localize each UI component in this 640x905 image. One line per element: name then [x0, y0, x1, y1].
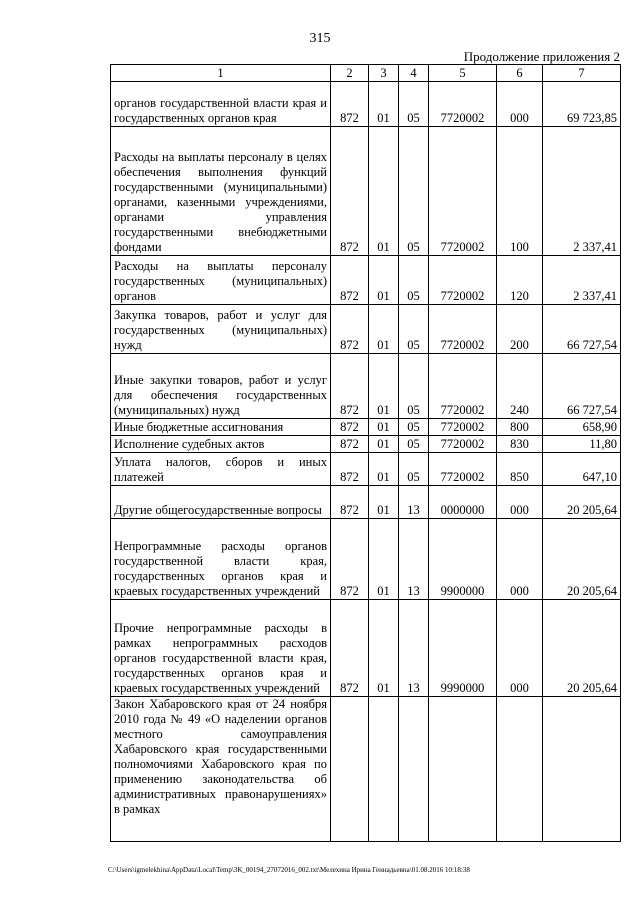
row-name-cell — [111, 82, 331, 127]
amount-cell: 69 723,85 — [543, 82, 621, 127]
row-name: Расходы на выплаты персоналу государственных (муниципальных) органов — [114, 259, 327, 303]
chapter-cell: 872 — [331, 486, 369, 519]
row-name-cell — [111, 305, 331, 354]
amount-cell — [543, 697, 621, 842]
section-cell: 01 — [369, 436, 399, 453]
chapter-cell: 872 — [331, 256, 369, 305]
expense-type-cell: 200 — [497, 305, 543, 354]
section-cell: 01 — [369, 486, 399, 519]
section-cell: 01 — [369, 419, 399, 436]
section-cell: 01 — [369, 127, 399, 256]
expense-type-cell: 240 — [497, 354, 543, 419]
target-article-cell: 7720002 — [429, 419, 497, 436]
target-article-cell: 7720002 — [429, 305, 497, 354]
expense-type-cell: 850 — [497, 453, 543, 486]
target-article-cell: 9990000 — [429, 600, 497, 697]
subsection-cell — [399, 697, 429, 842]
section-cell: 01 — [369, 453, 399, 486]
section-cell: 01 — [369, 305, 399, 354]
row-name-cell — [111, 256, 331, 305]
row-name: Иные закупки товаров, работ и услуг для обеспечения государственных (муниципальных) нужд — [114, 373, 327, 417]
amount-cell: 11,80 — [543, 436, 621, 453]
chapter-cell: 872 — [331, 127, 369, 256]
column-header: 4 — [399, 65, 429, 82]
row-name-cell — [111, 354, 331, 419]
chapter-cell: 872 — [331, 82, 369, 127]
table-row — [111, 419, 621, 436]
subsection-cell: 05 — [399, 419, 429, 436]
budget-table — [110, 64, 621, 842]
subsection-cell: 05 — [399, 354, 429, 419]
subsection-cell: 05 — [399, 127, 429, 256]
column-header: 7 — [543, 65, 621, 82]
row-name-cell — [111, 453, 331, 486]
row-name-cell — [111, 419, 331, 436]
expense-type-cell: 000 — [497, 486, 543, 519]
table-row — [111, 697, 621, 842]
table-row — [111, 305, 621, 354]
target-article-cell: 0000000 — [429, 486, 497, 519]
row-name-cell — [111, 127, 331, 256]
chapter-cell: 872 — [331, 419, 369, 436]
expense-type-cell — [497, 697, 543, 842]
column-header: 3 — [369, 65, 399, 82]
row-name: Другие общегосударственные вопросы — [114, 503, 322, 517]
table-row — [111, 354, 621, 419]
table-row — [111, 82, 621, 127]
row-name-cell — [111, 436, 331, 453]
chapter-cell: 872 — [331, 354, 369, 419]
table-row — [111, 600, 621, 697]
row-name: Уплата налогов, сборов и иных платежей — [114, 455, 327, 484]
expense-type-cell: 000 — [497, 519, 543, 600]
expense-type-cell: 100 — [497, 127, 543, 256]
table-row — [111, 436, 621, 453]
table-header-row — [111, 65, 621, 82]
amount-cell: 647,10 — [543, 453, 621, 486]
target-article-cell: 7720002 — [429, 82, 497, 127]
table-row — [111, 519, 621, 600]
footer-file-path: C:\Users\igmelekhina\AppData\Local\Temp\3K_00194_27072016_002.txt\Мелехина Ирина Геннадьевна\01.08.2016 10:18:38 — [108, 866, 470, 874]
target-article-cell: 7720002 — [429, 436, 497, 453]
chapter-cell: 872 — [331, 519, 369, 600]
amount-cell: 66 727,54 — [543, 354, 621, 419]
section-cell: 01 — [369, 82, 399, 127]
column-header: 6 — [497, 65, 543, 82]
subsection-cell: 05 — [399, 305, 429, 354]
row-name: Непрограммные расходы органов государственной власти края, государственных органов края и краевых государственных учреждений — [114, 539, 327, 598]
subsection-cell: 13 — [399, 486, 429, 519]
chapter-cell — [331, 697, 369, 842]
subsection-cell: 05 — [399, 256, 429, 305]
row-name-cell — [111, 486, 331, 519]
row-name: Закупка товаров, работ и услуг для государственных (муниципальных) нужд — [114, 308, 327, 352]
row-name: Закон Хабаровского края от 24 ноября 2010 года № 49 «О наделении органов местного самоуправления Хабаровского края государственными полномочиями Хабаровского края по применению законодательства об административных правонарушениях» в рамках — [114, 697, 327, 816]
chapter-cell: 872 — [331, 436, 369, 453]
section-cell: 01 — [369, 600, 399, 697]
amount-cell: 20 205,64 — [543, 519, 621, 600]
target-article-cell — [429, 697, 497, 842]
target-article-cell: 7720002 — [429, 354, 497, 419]
expense-type-cell: 000 — [497, 82, 543, 127]
expense-type-cell: 000 — [497, 600, 543, 697]
expense-type-cell: 830 — [497, 436, 543, 453]
table-row — [111, 256, 621, 305]
row-name-cell — [111, 697, 331, 842]
table-row — [111, 127, 621, 256]
row-name: органов государственной власти края и государственных органов края — [114, 96, 327, 125]
chapter-cell: 872 — [331, 453, 369, 486]
row-name: Иные бюджетные ассигнования — [114, 420, 284, 434]
row-name: Исполнение судебных актов — [114, 437, 265, 451]
table-row — [111, 453, 621, 486]
amount-cell: 20 205,64 — [543, 600, 621, 697]
row-name-cell — [111, 519, 331, 600]
column-header: 2 — [331, 65, 369, 82]
amount-cell: 658,90 — [543, 419, 621, 436]
chapter-cell: 872 — [331, 600, 369, 697]
section-cell — [369, 697, 399, 842]
row-name: Расходы на выплаты персоналу в целях обеспечения выполнения функций государственными (муниципальными) органами, казенными учреждениями, органами управления государственными внебюджетными фондами — [114, 150, 327, 254]
expense-type-cell: 800 — [497, 419, 543, 436]
chapter-cell: 872 — [331, 305, 369, 354]
row-name-cell — [111, 600, 331, 697]
target-article-cell: 9900000 — [429, 519, 497, 600]
subsection-cell: 05 — [399, 436, 429, 453]
expense-type-cell: 120 — [497, 256, 543, 305]
amount-cell: 2 337,41 — [543, 256, 621, 305]
subsection-cell: 13 — [399, 600, 429, 697]
target-article-cell: 7720002 — [429, 256, 497, 305]
target-article-cell: 7720002 — [429, 453, 497, 486]
subsection-cell: 13 — [399, 519, 429, 600]
continuation-note: Продолжение приложения 2 — [463, 49, 620, 64]
column-header: 5 — [429, 65, 497, 82]
amount-cell: 66 727,54 — [543, 305, 621, 354]
amount-cell: 20 205,64 — [543, 486, 621, 519]
row-name: Прочие непрограммные расходы в рамках непрограммных расходов органов государственной власти края, государственных органов края и краевых государственных учреждений — [114, 621, 327, 695]
subsection-cell: 05 — [399, 82, 429, 127]
table-row — [111, 486, 621, 519]
subsection-cell: 05 — [399, 453, 429, 486]
amount-cell: 2 337,41 — [543, 127, 621, 256]
section-cell: 01 — [369, 256, 399, 305]
column-header: 1 — [111, 65, 331, 82]
section-cell: 01 — [369, 354, 399, 419]
section-cell: 01 — [369, 519, 399, 600]
target-article-cell: 7720002 — [429, 127, 497, 256]
page-number: 315 — [309, 31, 331, 46]
